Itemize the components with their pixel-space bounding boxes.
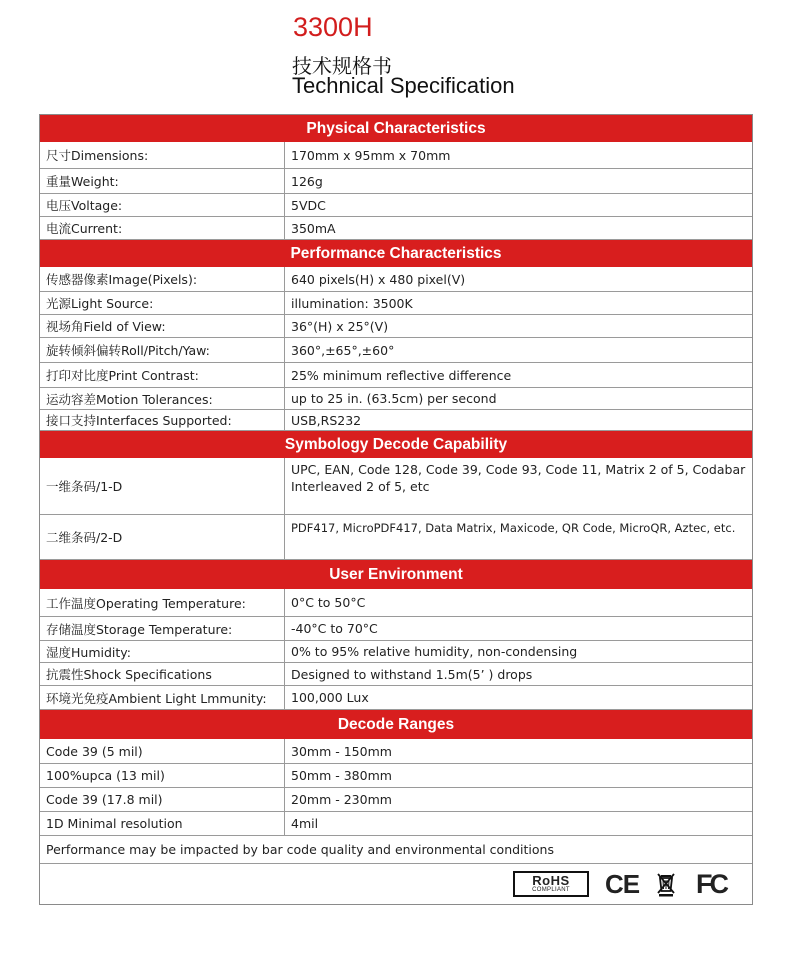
row-value: 170mm x 95mm x 70mm: [291, 147, 451, 163]
row-value: PDF417, MicroPDF417, Data Matrix, Maxicode, QR Code, MicroQR, Aztec, etc.: [291, 521, 736, 535]
row-label: 传感器像素Image(Pixels):: [40, 267, 285, 291]
table-row: [40, 515, 752, 560]
row-value: 350mA: [291, 220, 336, 236]
row-value: 20mm - 230mm: [291, 792, 392, 807]
table-row: [40, 617, 752, 641]
row-label: 湿度Humidity:: [40, 641, 285, 662]
title-english: Technical Specification: [292, 73, 515, 98]
row-label: Code 39 (17.8 mil): [40, 788, 285, 811]
row-value: 30mm - 150mm: [291, 743, 392, 759]
performance-note: Performance may be impacted by bar code quality and environmental conditions: [40, 836, 752, 864]
row-label: 电压Voltage:: [40, 194, 285, 216]
row-label: 接口支持Interfaces Supported:: [40, 410, 285, 430]
rohs-logo-subtext: COMPLIANT: [532, 887, 570, 893]
rohs-logo-text: RoHS: [532, 873, 570, 888]
row-label: 尺寸Dimensions:: [40, 142, 285, 168]
row-value: 100,000 Lux: [291, 690, 369, 705]
row-label: 运动容差Motion Tolerances:: [40, 388, 285, 409]
row-label: Code 39 (5 mil): [40, 739, 285, 763]
row-label: 1D Minimal resolution: [40, 812, 285, 835]
row-label: 打印对比度Print Contrast:: [40, 363, 285, 387]
row-value: -40°C to 70°C: [291, 621, 378, 636]
table-row: [40, 363, 752, 388]
section-header-symbology: Symbology Decode Capability: [40, 431, 752, 458]
crossed-bin-icon: [654, 869, 678, 899]
table-row: [40, 142, 752, 169]
table-row: [40, 267, 752, 292]
table-row: [40, 315, 752, 338]
row-value: 50mm - 380mm: [291, 768, 392, 783]
row-label: 一维条码/1-D: [40, 458, 285, 514]
table-row: [40, 410, 752, 431]
table-row: [40, 788, 752, 812]
row-value: illumination: 3500K: [291, 295, 413, 311]
row-label: 100%upca (13 mil): [40, 764, 285, 787]
table-row: [40, 217, 752, 240]
table-row: [40, 686, 752, 710]
section-header-performance: Performance Characteristics: [40, 240, 752, 267]
table-row: [40, 338, 752, 363]
row-label: 电流Current:: [40, 217, 285, 239]
row-value: 25% minimum reflective difference: [291, 367, 512, 383]
section-header-environment: User Environment: [40, 560, 752, 589]
section-header-physical: Physical Characteristics: [40, 115, 752, 142]
row-label: 二维条码/2-D: [40, 515, 285, 559]
row-value: USB,RS232: [291, 412, 362, 428]
row-label: 重量Weight:: [40, 169, 285, 193]
rohs-compliant-logo: [513, 871, 589, 897]
table-row: [40, 388, 752, 410]
ce-mark-logo: CE: [604, 868, 640, 899]
table-row: [40, 812, 752, 836]
row-label: 存储温度Storage Temperature:: [40, 617, 285, 640]
row-label: 环境光免疫Ambient Light Lmmunity:: [40, 686, 285, 709]
table-row: [40, 739, 752, 764]
table-row: [40, 292, 752, 315]
table-row: [40, 663, 752, 686]
row-label: 视场角Field of View:: [40, 315, 285, 337]
table-row: [40, 458, 752, 515]
row-label: 工作温度Operating Temperature:: [40, 589, 285, 616]
row-value: 5VDC: [291, 197, 326, 213]
row-value: 360°,±65°,±60°: [291, 342, 395, 358]
row-value: up to 25 in. (63.5cm) per second: [291, 391, 497, 406]
row-label: 抗震性Shock Specifications: [40, 663, 285, 685]
section-header-decode-ranges: Decode Ranges: [40, 710, 752, 739]
row-label: 光源Light Source:: [40, 292, 285, 314]
fcc-logo: FC: [696, 868, 726, 899]
row-value: Designed to withstand 1.5m(5’ ) drops: [291, 666, 533, 682]
table-row: [40, 641, 752, 663]
model-number: 3300H: [293, 12, 373, 42]
row-value: UPC, EAN, Code 128, Code 39, Code 93, Code 11, Matrix 2 of 5, Codabar Interleaved 2 of 5, etc: [291, 462, 746, 494]
spec-table: [39, 114, 753, 905]
table-row: [40, 764, 752, 788]
row-value: 4mil: [291, 816, 319, 831]
row-value: 126g: [291, 173, 323, 189]
row-label: 旋转倾斜偏转Roll/Pitch/Yaw:: [40, 338, 285, 362]
table-row: [40, 169, 752, 194]
table-row: [40, 194, 752, 217]
row-value: 0°C to 50°C: [291, 595, 366, 610]
row-value: 36°(H) x 25°(V): [291, 318, 389, 334]
row-value: 0% to 95% relative humidity, non-condensing: [291, 644, 578, 659]
table-row: [40, 589, 752, 617]
title-chinese: 技术规格书: [292, 54, 392, 78]
row-value: 640 pixels(H) x 480 pixel(V): [291, 271, 466, 287]
